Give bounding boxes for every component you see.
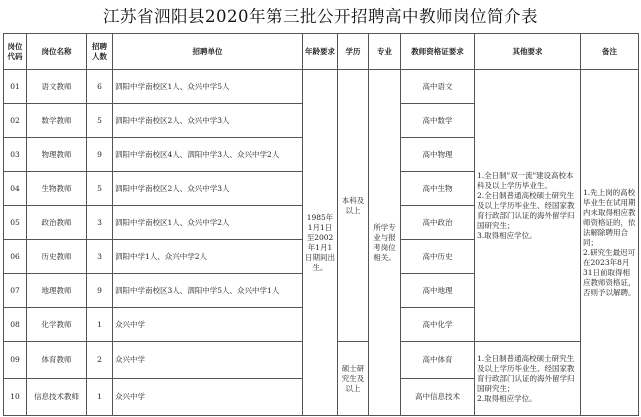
cell-unit: 泗阳中学南校区2人、众兴中学3人	[113, 172, 303, 206]
cell-other-group2: 1.全日制普通高校硕士研究生及以上学历毕业生、经国家教育行政部门认证的海外留学归国研究生； 2.取得相应学位。	[475, 342, 581, 416]
cell-cert: 高中地理	[401, 274, 475, 308]
cell-name: 历史教师	[27, 240, 87, 274]
cell-code: 09	[4, 342, 27, 379]
cell-major: 所学专业与报考岗位相关。	[369, 70, 401, 416]
cell-cert: 高中数学	[401, 104, 475, 138]
page-title: 江苏省泗阳县2020年第三批公开招聘高中教师岗位简介表	[103, 7, 538, 26]
cell-cert: 高中信息技术	[401, 379, 475, 416]
cell-unit: 泗阳中学南校区3人、泗阳中学5人、众兴中学1人	[113, 274, 303, 308]
cell-unit: 众兴中学	[113, 342, 303, 379]
header-cert: 教师资格证要求	[401, 34, 475, 70]
cell-cert: 高中生物	[401, 172, 475, 206]
cell-unit: 泗阳中学南校区2人、众兴中学3人	[113, 104, 303, 138]
cell-code: 06	[4, 240, 27, 274]
cell-unit: 泗阳中学1人、众兴中学2人	[113, 240, 303, 274]
header-code: 岗位代码	[4, 34, 27, 70]
cell-other-group1: 1.全日制"双一流"建设高校本科及以上学历毕业生。 2.全日制普通高校硕士研究生及以上学历毕业生、经国家教育行政部门认证的海外留学归国研究生； 3.取得相应学位。	[475, 70, 581, 342]
cell-count: 3	[87, 240, 113, 274]
header-name: 岗位名称	[27, 34, 87, 70]
cell-cert: 高中政治	[401, 206, 475, 240]
header-other: 其他要求	[475, 34, 581, 70]
cell-unit: 泗阳中学南校区1人、众兴中学2人	[113, 206, 303, 240]
cell-unit: 众兴中学	[113, 379, 303, 416]
cell-code: 02	[4, 104, 27, 138]
header-remark: 备注	[581, 34, 639, 70]
cell-name: 数学教师	[27, 104, 87, 138]
cell-unit: 泗阳中学南校区1人、众兴中学5人	[113, 70, 303, 104]
header-unit: 招聘单位	[113, 34, 303, 70]
cell-name: 地理教师	[27, 274, 87, 308]
cell-count: 6	[87, 70, 113, 104]
cell-name: 生物教师	[27, 172, 87, 206]
header-age: 年龄要求	[303, 34, 338, 70]
cell-count: 1	[87, 379, 113, 416]
cell-count: 3	[87, 206, 113, 240]
table-row	[4, 70, 639, 104]
header-major: 专业	[369, 34, 401, 70]
cell-count: 9	[87, 138, 113, 172]
cell-edu-group1: 本科及以上	[338, 70, 369, 342]
cell-cert: 高中体育	[401, 342, 475, 379]
cell-remark: 1.先上岗的高校毕业生在试用期内未取得相应教师资格证的，依法解除聘用合同； 2.研究生最迟可在2023年8月31日前取得相应教师资格证，否则予以解聘。	[581, 70, 639, 416]
cell-count: 1	[87, 308, 113, 342]
cell-edu-group2: 硕士研究生及以上	[338, 342, 369, 416]
cell-unit: 泗阳中学南校区4人、泗阳中学3人、众兴中学2人	[113, 138, 303, 172]
cell-cert: 高中历史	[401, 240, 475, 274]
cell-cert: 高中物理	[401, 138, 475, 172]
cell-name: 信息技术教师	[27, 379, 87, 416]
cell-unit: 众兴中学	[113, 308, 303, 342]
cell-cert: 高中语文	[401, 70, 475, 104]
cell-code: 08	[4, 308, 27, 342]
cell-age: 1985年1月1日至2002年1月1日期间出生。	[303, 70, 338, 416]
cell-count: 5	[87, 104, 113, 138]
position-table	[3, 33, 639, 416]
cell-code: 03	[4, 138, 27, 172]
cell-count: 5	[87, 172, 113, 206]
cell-count: 2	[87, 342, 113, 379]
header-row	[4, 34, 639, 70]
cell-name: 语文教师	[27, 70, 87, 104]
cell-code: 05	[4, 206, 27, 240]
cell-code: 01	[4, 70, 27, 104]
cell-code: 04	[4, 172, 27, 206]
cell-name: 化学教师	[27, 308, 87, 342]
cell-code: 10	[4, 379, 27, 416]
header-edu: 学历	[338, 34, 369, 70]
cell-name: 政治教师	[27, 206, 87, 240]
cell-name: 物理教师	[27, 138, 87, 172]
header-count: 招聘人数	[87, 34, 113, 70]
cell-count: 9	[87, 274, 113, 308]
cell-cert: 高中化学	[401, 308, 475, 342]
cell-code: 07	[4, 274, 27, 308]
cell-name: 体育教师	[27, 342, 87, 379]
